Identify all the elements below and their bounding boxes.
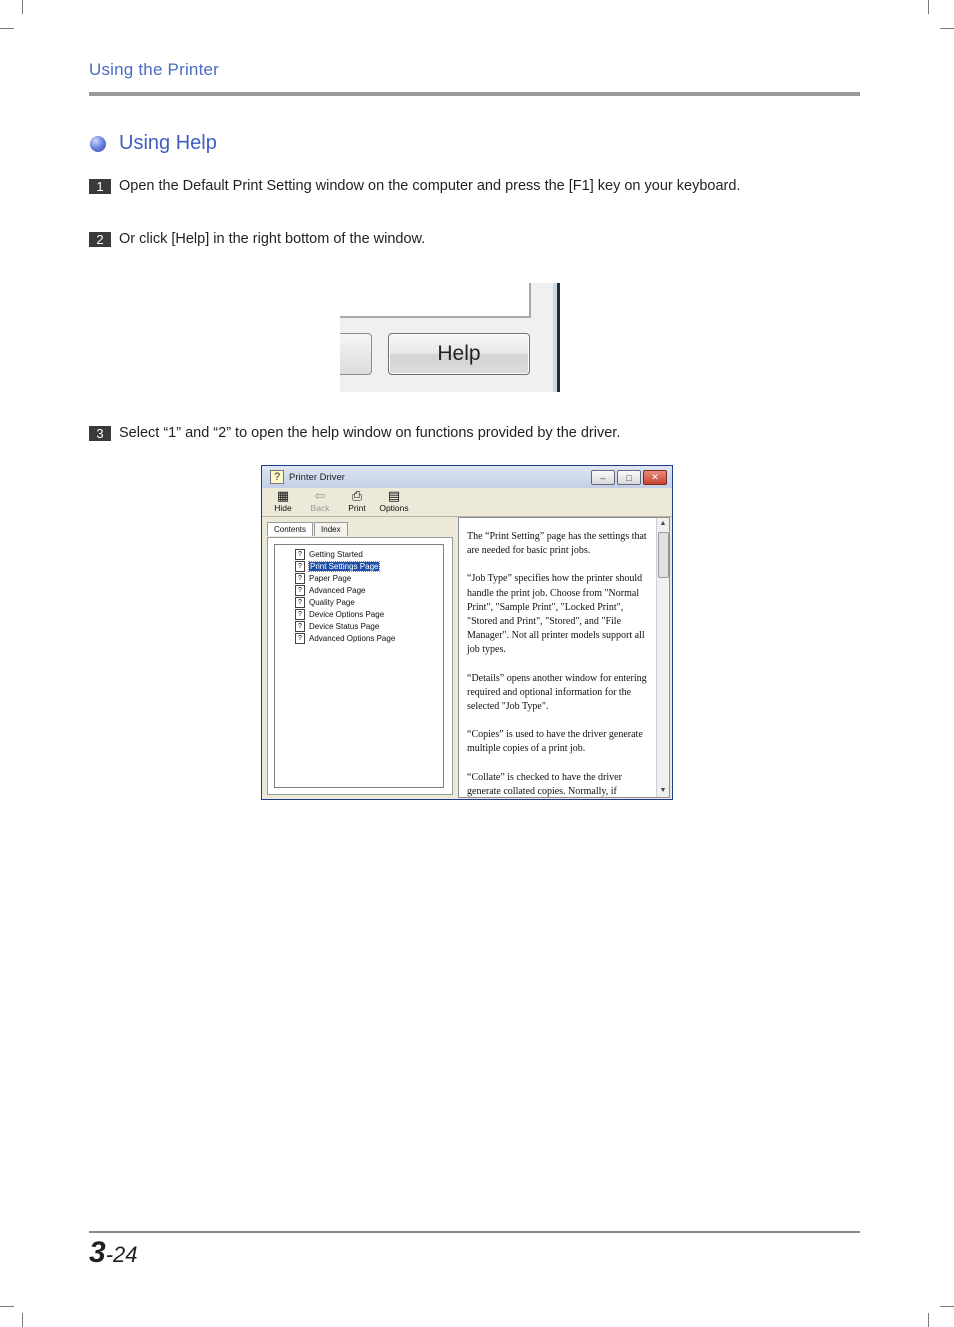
crop-mark bbox=[22, 0, 23, 14]
step-number: 3 bbox=[89, 426, 111, 441]
footer-rule bbox=[89, 1231, 860, 1233]
crop-mark bbox=[928, 1313, 929, 1327]
help-button[interactable]: Help bbox=[388, 333, 530, 375]
tree-panel bbox=[267, 537, 453, 795]
options-icon: ▤ bbox=[387, 488, 401, 503]
help-paragraph: “Details” opens another window for entering required and optional information for the selected "Job Type". bbox=[467, 672, 647, 713]
page-suffix: -24 bbox=[105, 1242, 138, 1267]
maximize-icon[interactable]: □ bbox=[617, 470, 641, 485]
hide-icon: ▦ bbox=[276, 488, 290, 503]
step-text: Select “1” and “2” to open the help window on functions provided by the driver. bbox=[119, 425, 621, 441]
help-paragraph: The “Print Setting” page has the settings that are needed for basic print jobs. bbox=[467, 531, 647, 557]
step-1 bbox=[89, 178, 740, 194]
help-paragraph: “Job Type” specifies how the printer should handle the print job. Choose from "Normal Print", "Sample Print", "Locked Print", "Stored and Print", "Stored", and "File Manager". Not all printer models support all job types. bbox=[467, 573, 645, 656]
help-topic-icon: ? bbox=[295, 633, 305, 644]
help-topic-icon: ? bbox=[295, 609, 305, 620]
title-bar bbox=[262, 466, 672, 488]
help-topic-icon: ? bbox=[295, 585, 305, 596]
options-button[interactable] bbox=[378, 488, 410, 516]
step-number: 2 bbox=[89, 232, 111, 247]
section-title: Using Help bbox=[119, 132, 217, 154]
help-paragraph: “Copies” is used to have the driver generate multiple copies of a print job. bbox=[467, 729, 643, 755]
tool-label: Back bbox=[310, 503, 330, 513]
minimize-icon[interactable]: – bbox=[591, 470, 615, 485]
crop-mark bbox=[940, 28, 954, 29]
tab-index[interactable]: Index bbox=[314, 522, 348, 536]
step-3 bbox=[89, 425, 620, 441]
step-2 bbox=[89, 231, 425, 247]
help-topic-icon: ? bbox=[295, 561, 305, 572]
contents-tree bbox=[274, 544, 444, 788]
window-controls bbox=[591, 470, 667, 485]
navigation-pane bbox=[267, 522, 453, 794]
help-text bbox=[467, 530, 653, 798]
crop-mark bbox=[22, 1313, 23, 1327]
vertical-scrollbar[interactable] bbox=[656, 518, 669, 797]
crop-mark bbox=[0, 1306, 14, 1307]
scroll-down-icon[interactable]: ▼ bbox=[659, 787, 667, 794]
step-number: 1 bbox=[89, 179, 111, 194]
crop-mark bbox=[0, 28, 14, 29]
tool-label: Hide bbox=[274, 503, 292, 513]
print-button[interactable] bbox=[341, 488, 373, 516]
section-heading bbox=[90, 132, 217, 155]
help-app-icon: ? bbox=[270, 470, 284, 484]
help-paragraph: “Collate” is checked to have the driver generate collated copies. Normally, if bbox=[467, 771, 622, 797]
crop-mark bbox=[928, 0, 929, 14]
step-text: Open the Default Print Setting window on the computer and press the [F1] key on your keyboard. bbox=[119, 178, 741, 194]
back-arrow-icon: ⇦ bbox=[314, 488, 326, 503]
adjacent-button[interactable] bbox=[340, 333, 372, 375]
printer-driver-window bbox=[261, 465, 673, 800]
tool-label: Print bbox=[348, 503, 366, 513]
back-button[interactable] bbox=[304, 488, 336, 516]
tree-item[interactable]: ? Advanced Page bbox=[295, 585, 366, 596]
tree-item[interactable]: ? Quality Page bbox=[295, 597, 355, 608]
tree-item-selected[interactable]: ? Print Settings Page bbox=[295, 561, 379, 572]
window-title: Printer Driver bbox=[289, 471, 345, 483]
help-button-screenshot bbox=[340, 283, 560, 392]
tree-item[interactable]: ? Paper Page bbox=[295, 573, 351, 584]
page-number bbox=[89, 1236, 137, 1270]
crop-mark bbox=[940, 1306, 954, 1307]
scroll-thumb[interactable] bbox=[658, 532, 669, 578]
tree-item[interactable]: ? Device Status Page bbox=[295, 621, 379, 632]
header-rule bbox=[89, 92, 860, 96]
scroll-up-icon[interactable]: ▲ bbox=[659, 520, 667, 527]
nav-tabs bbox=[267, 522, 349, 536]
hide-button[interactable] bbox=[267, 488, 299, 516]
help-topic-icon: ? bbox=[295, 621, 305, 632]
tool-label: Options bbox=[379, 503, 409, 513]
bullet-icon bbox=[90, 136, 106, 152]
tree-item[interactable]: ? Getting Started bbox=[295, 549, 363, 560]
printer-icon: ⎙ bbox=[351, 488, 363, 503]
running-header: Using the Printer bbox=[89, 60, 220, 79]
help-topic-icon: ? bbox=[295, 597, 305, 608]
tab-contents[interactable]: Contents bbox=[267, 522, 313, 536]
help-topic-icon: ? bbox=[295, 549, 305, 560]
close-icon[interactable]: ✕ bbox=[643, 470, 667, 485]
toolbar bbox=[262, 488, 672, 517]
step-text: Or click [Help] in the right bottom of the window. bbox=[119, 231, 426, 247]
help-content-pane bbox=[458, 517, 670, 798]
window-frame bbox=[340, 283, 531, 318]
tree-item[interactable]: ? Advanced Options Page bbox=[295, 633, 395, 644]
tree-item[interactable]: ? Device Options Page bbox=[295, 609, 384, 620]
chapter-number: 3 bbox=[89, 1236, 106, 1269]
window-border bbox=[557, 283, 560, 392]
help-topic-icon: ? bbox=[295, 573, 305, 584]
